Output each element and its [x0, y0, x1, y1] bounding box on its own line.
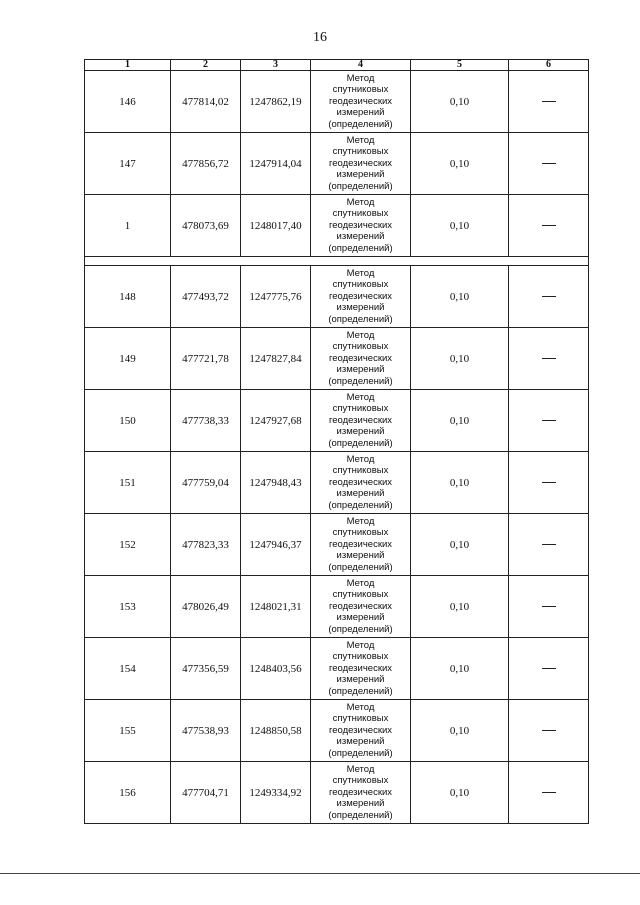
x-coordinate-cell: 478026,49 — [171, 576, 241, 638]
accuracy-cell: 0,10 — [411, 452, 509, 514]
column-header: 1 — [85, 60, 171, 71]
notes-cell — [509, 328, 589, 390]
column-header: 5 — [411, 60, 509, 71]
method-text-line: (определений) — [328, 437, 393, 449]
table-row — [85, 514, 589, 576]
method-text-line: измерений — [336, 798, 385, 810]
table-row — [85, 638, 589, 700]
method-text-line: Метод — [346, 196, 375, 208]
dash-mark — [542, 296, 556, 297]
method-text-line: геодезических — [328, 724, 393, 736]
table-row — [85, 328, 589, 390]
method-text-line: Метод — [346, 267, 375, 279]
x-coordinate-cell: 477856,72 — [171, 133, 241, 195]
method-cell — [311, 71, 411, 133]
table-row — [85, 700, 589, 762]
point-number-cell: 149 — [85, 328, 171, 390]
column-header: 2 — [171, 60, 241, 71]
method-text-line: спутниковых — [332, 527, 389, 539]
method-text-line: измерений — [336, 107, 385, 119]
x-coordinate-cell: 477814,02 — [171, 71, 241, 133]
dash-mark — [542, 668, 556, 669]
dash-mark — [542, 163, 556, 164]
column-header: 6 — [509, 60, 589, 71]
method-text-line: Метод — [346, 763, 375, 775]
method-text-line: Метод — [346, 329, 375, 341]
accuracy-cell: 0,10 — [411, 266, 509, 328]
method-text-line: Метод — [346, 577, 375, 589]
y-coordinate-cell: 1247862,19 — [241, 71, 311, 133]
method-text-line: измерений — [336, 426, 385, 438]
y-coordinate-cell: 1247927,68 — [241, 390, 311, 452]
dash-mark — [542, 358, 556, 359]
method-cell — [311, 576, 411, 638]
method-text-line: измерений — [336, 736, 385, 748]
method-text-line: спутниковых — [332, 279, 389, 291]
x-coordinate-cell: 477704,71 — [171, 762, 241, 824]
page-bottom-divider — [0, 873, 640, 874]
table-row — [85, 452, 589, 514]
method-text-line: (определений) — [328, 313, 393, 325]
method-text-line: (определений) — [328, 242, 393, 254]
method-text-line: измерений — [336, 674, 385, 686]
method-text-line: геодезических — [328, 538, 393, 550]
method-text-line: геодезических — [328, 414, 393, 426]
method-cell — [311, 266, 411, 328]
table-row — [85, 390, 589, 452]
dash-mark — [542, 792, 556, 793]
method-text-line: спутниковых — [332, 208, 389, 220]
point-number-cell: 146 — [85, 71, 171, 133]
method-text-line: геодезических — [328, 219, 393, 231]
table-body — [85, 71, 589, 824]
method-text-line: Метод — [346, 515, 375, 527]
x-coordinate-cell: 477738,33 — [171, 390, 241, 452]
x-coordinate-cell: 477493,72 — [171, 266, 241, 328]
method-text-line: геодезических — [328, 662, 393, 674]
accuracy-cell: 0,10 — [411, 514, 509, 576]
method-text-line: геодезических — [328, 352, 393, 364]
table-row — [85, 133, 589, 195]
y-coordinate-cell: 1247946,37 — [241, 514, 311, 576]
notes-cell — [509, 576, 589, 638]
point-number-cell: 153 — [85, 576, 171, 638]
method-text-line: спутниковых — [332, 465, 389, 477]
notes-cell — [509, 195, 589, 257]
method-text-line: измерений — [336, 550, 385, 562]
method-cell — [311, 638, 411, 700]
notes-cell — [509, 700, 589, 762]
accuracy-cell: 0,10 — [411, 133, 509, 195]
method-cell — [311, 514, 411, 576]
method-text-line: измерений — [336, 231, 385, 243]
notes-cell — [509, 638, 589, 700]
method-text-line: Метод — [346, 391, 375, 403]
x-coordinate-cell: 478073,69 — [171, 195, 241, 257]
x-coordinate-cell: 477356,59 — [171, 638, 241, 700]
method-text-line: спутниковых — [332, 84, 389, 96]
method-text-line: (определений) — [328, 747, 393, 759]
y-coordinate-cell: 1248403,56 — [241, 638, 311, 700]
table-header-row — [85, 60, 589, 71]
method-text-line: спутниковых — [332, 589, 389, 601]
method-text-line: геодезических — [328, 600, 393, 612]
table-row — [85, 762, 589, 824]
point-number-cell: 1 — [85, 195, 171, 257]
accuracy-cell: 0,10 — [411, 328, 509, 390]
dash-mark — [542, 101, 556, 102]
method-text-line: спутниковых — [332, 713, 389, 725]
notes-cell — [509, 266, 589, 328]
method-text-line: Метод — [346, 701, 375, 713]
method-cell — [311, 390, 411, 452]
y-coordinate-cell: 1247827,84 — [241, 328, 311, 390]
method-cell — [311, 452, 411, 514]
column-header: 3 — [241, 60, 311, 71]
y-coordinate-cell: 1249334,92 — [241, 762, 311, 824]
accuracy-cell: 0,10 — [411, 638, 509, 700]
x-coordinate-cell: 477823,33 — [171, 514, 241, 576]
table-row — [85, 576, 589, 638]
method-text-line: измерений — [336, 302, 385, 314]
accuracy-cell: 0,10 — [411, 700, 509, 762]
notes-cell — [509, 133, 589, 195]
method-text-line: (определений) — [328, 623, 393, 635]
point-number-cell: 152 — [85, 514, 171, 576]
method-cell — [311, 328, 411, 390]
method-cell — [311, 195, 411, 257]
method-text-line: измерений — [336, 169, 385, 181]
table-row — [85, 71, 589, 133]
method-text-line: геодезических — [328, 476, 393, 488]
method-text-line: (определений) — [328, 685, 393, 697]
y-coordinate-cell: 1248850,58 — [241, 700, 311, 762]
method-text-line: спутниковых — [332, 775, 389, 787]
accuracy-cell: 0,10 — [411, 195, 509, 257]
method-text-line: (определений) — [328, 180, 393, 192]
spacer-cell — [85, 257, 589, 266]
method-text-line: Метод — [346, 72, 375, 84]
notes-cell — [509, 71, 589, 133]
method-text-line: (определений) — [328, 809, 393, 821]
point-number-cell: 156 — [85, 762, 171, 824]
table-spacer-row — [85, 257, 589, 266]
y-coordinate-cell: 1247775,76 — [241, 266, 311, 328]
point-number-cell: 150 — [85, 390, 171, 452]
accuracy-cell: 0,10 — [411, 71, 509, 133]
coordinates-table — [84, 59, 589, 824]
notes-cell — [509, 390, 589, 452]
y-coordinate-cell: 1247914,04 — [241, 133, 311, 195]
method-text-line: геодезических — [328, 290, 393, 302]
method-text-line: спутниковых — [332, 146, 389, 158]
method-cell — [311, 700, 411, 762]
method-text-line: измерений — [336, 488, 385, 500]
method-text-line: спутниковых — [332, 403, 389, 415]
dash-mark — [542, 606, 556, 607]
method-text-line: геодезических — [328, 786, 393, 798]
x-coordinate-cell: 477538,93 — [171, 700, 241, 762]
point-number-cell: 155 — [85, 700, 171, 762]
notes-cell — [509, 514, 589, 576]
accuracy-cell: 0,10 — [411, 390, 509, 452]
y-coordinate-cell: 1248021,31 — [241, 576, 311, 638]
dash-mark — [542, 420, 556, 421]
method-text-line: (определений) — [328, 561, 393, 573]
notes-cell — [509, 762, 589, 824]
y-coordinate-cell: 1247948,43 — [241, 452, 311, 514]
method-text-line: Метод — [346, 639, 375, 651]
method-cell — [311, 762, 411, 824]
method-text-line: (определений) — [328, 375, 393, 387]
method-text-line: Метод — [346, 453, 375, 465]
method-text-line: измерений — [336, 364, 385, 376]
point-number-cell: 154 — [85, 638, 171, 700]
method-cell — [311, 133, 411, 195]
point-number-cell: 148 — [85, 266, 171, 328]
column-header: 4 — [311, 60, 411, 71]
table-row — [85, 266, 589, 328]
method-text-line: (определений) — [328, 118, 393, 130]
dash-mark — [542, 482, 556, 483]
page-number: 16 — [313, 30, 327, 45]
method-text-line: измерений — [336, 612, 385, 624]
point-number-cell: 147 — [85, 133, 171, 195]
method-text-line: спутниковых — [332, 341, 389, 353]
dash-mark — [542, 544, 556, 545]
method-text-line: спутниковых — [332, 651, 389, 663]
accuracy-cell: 0,10 — [411, 762, 509, 824]
x-coordinate-cell: 477759,04 — [171, 452, 241, 514]
accuracy-cell: 0,10 — [411, 576, 509, 638]
y-coordinate-cell: 1248017,40 — [241, 195, 311, 257]
dash-mark — [542, 225, 556, 226]
method-text-line: Метод — [346, 134, 375, 146]
method-text-line: геодезических — [328, 157, 393, 169]
notes-cell — [509, 452, 589, 514]
x-coordinate-cell: 477721,78 — [171, 328, 241, 390]
method-text-line: геодезических — [328, 95, 393, 107]
point-number-cell: 151 — [85, 452, 171, 514]
dash-mark — [542, 730, 556, 731]
table-row — [85, 195, 589, 257]
method-text-line: (определений) — [328, 499, 393, 511]
